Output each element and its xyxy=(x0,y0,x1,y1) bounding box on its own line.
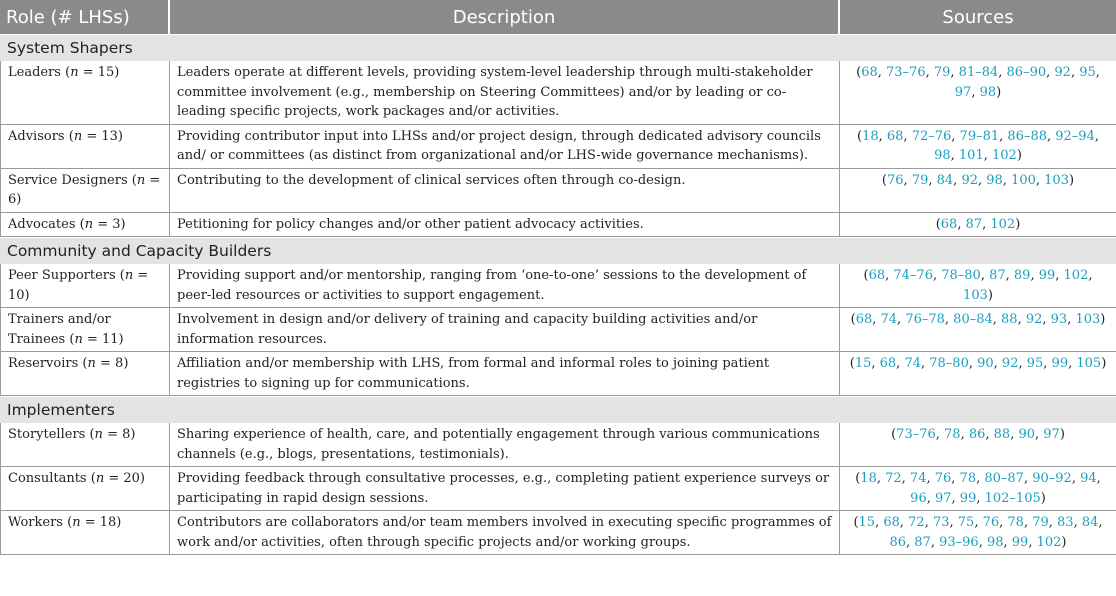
role-count: = 20 xyxy=(108,471,140,486)
reference-link[interactable]: 86 xyxy=(889,534,907,550)
reference-link[interactable]: 81–84 xyxy=(958,65,999,80)
group-title: Community and Capacity Builders xyxy=(0,237,1116,264)
role-name: Consultants xyxy=(8,471,87,486)
reference-link[interactable]: 103 xyxy=(1044,172,1069,188)
role-count: = 8 xyxy=(107,427,131,442)
reference-link[interactable]: 74–76 xyxy=(893,268,933,283)
reference-link[interactable]: 73–76 xyxy=(896,427,936,442)
reference-link[interactable]: 93 xyxy=(1050,312,1068,327)
header-sources: Sources xyxy=(840,0,1116,34)
reference-link[interactable]: 80–84 xyxy=(953,312,993,327)
reference-link[interactable]: 76 xyxy=(887,172,904,188)
reference-link[interactable]: 74 xyxy=(909,471,927,486)
reference-link[interactable]: 94 xyxy=(1080,471,1097,486)
sources-cell: (18, 72, 74, 76, 78, 80–87, 90–92, 94, 96, 97, 99, 102–105) xyxy=(840,467,1116,511)
reference-link[interactable]: 79 xyxy=(911,172,929,188)
reference-link[interactable]: 87 xyxy=(914,534,931,550)
reference-link[interactable]: 92 xyxy=(961,172,978,188)
role-count: = 15 xyxy=(82,65,115,80)
reference-link[interactable]: 89 xyxy=(1013,268,1031,283)
role-cell: Workers (n = 18) xyxy=(0,511,170,555)
sources-cell: (68, 74–76, 78–80, 87, 89, 99, 102, 103) xyxy=(840,264,1116,308)
role-name: Workers xyxy=(8,515,63,530)
reference-link[interactable]: 99 xyxy=(1011,534,1029,550)
header-description: Description xyxy=(170,0,840,34)
reference-link[interactable]: 103 xyxy=(1075,312,1101,327)
table-row xyxy=(0,61,1116,125)
group-title: Implementers xyxy=(0,396,1116,423)
reference-link[interactable]: 80–87 xyxy=(984,471,1024,486)
reference-link[interactable]: 79 xyxy=(1032,515,1049,530)
count-symbol: n xyxy=(136,172,146,188)
description-cell: Providing contributor input into LHSs and/or project design, through dedicated advisory councils and/ or committees (as distinct from organizational and/or LHS-wide governance mechanisms). xyxy=(170,125,840,169)
description-cell: Sharing experience of health, care, and potentially engagement through various communications channels (e.g., blogs, presentations, testimonials). xyxy=(170,423,840,467)
reference-link[interactable]: 79 xyxy=(933,65,951,80)
reference-link[interactable]: 18 xyxy=(860,471,877,486)
role-cell: Leaders (n = 15) xyxy=(0,61,170,125)
sources-cell: (76, 79, 84, 92, 98, 100, 103) xyxy=(840,169,1116,213)
reference-link[interactable]: 103 xyxy=(963,287,988,303)
group-header-row xyxy=(0,237,1116,264)
role-name: Reservoirs xyxy=(8,356,79,371)
description-cell: Providing feedback through consultative processes, e.g., completing patient experience surveys or participating in rapid design sessions. xyxy=(170,467,840,511)
reference-link[interactable]: 18 xyxy=(862,128,879,144)
role-name: Trainers and/or Trainees xyxy=(8,312,111,347)
role-name: Advisors xyxy=(8,128,65,144)
count-symbol: n xyxy=(84,216,94,232)
role-name: Peer Supporters xyxy=(8,268,116,283)
reference-link[interactable]: 72–76 xyxy=(911,128,952,144)
description-cell: Leaders operate at different levels, providing system-level leadership through multi-stakeholder committee involvement (e.g., membership on Steering Committees) and/or by leading or co-leading specific projects, work packages and/or activities. xyxy=(170,61,840,125)
table-row xyxy=(0,423,1116,467)
reference-link[interactable]: 98 xyxy=(934,148,951,163)
group-header-row xyxy=(0,34,1116,61)
reference-link[interactable]: 83 xyxy=(1057,515,1074,530)
reference-link[interactable]: 97 xyxy=(1043,427,1060,442)
role-cell: Advocates (n = 3) xyxy=(0,213,170,238)
reference-link[interactable]: 86–88 xyxy=(1007,128,1047,144)
table-body xyxy=(0,34,1116,555)
table-row xyxy=(0,467,1116,511)
reference-link[interactable]: 73–76 xyxy=(886,65,926,80)
reference-link[interactable]: 78 xyxy=(944,427,961,442)
role-name: Advocates xyxy=(8,216,76,232)
role-cell: Advisors (n = 13) xyxy=(0,125,170,169)
reference-link[interactable]: 78 xyxy=(1007,515,1024,530)
role-cell: Storytellers (n = 8) xyxy=(0,423,170,467)
reference-link[interactable]: 79–81 xyxy=(959,128,1000,144)
reference-link[interactable]: 97 xyxy=(954,84,972,100)
reference-link[interactable]: 68 xyxy=(940,216,958,232)
role-name: Leaders xyxy=(8,65,61,80)
role-count: = 18 xyxy=(84,515,117,530)
role-count: = 6 xyxy=(8,172,161,207)
description-cell: Affiliation and/or membership with LHS, from formal and informal roles to joining patient registries to signing up for communications. xyxy=(170,352,840,396)
role-count: = 13 xyxy=(86,128,118,144)
role-count: = 8 xyxy=(100,356,124,371)
reference-link[interactable]: 15 xyxy=(858,515,876,530)
reference-link[interactable]: 95 xyxy=(1026,356,1044,371)
role-name: Service Designers xyxy=(8,172,128,188)
reference-link[interactable]: 95 xyxy=(1079,65,1096,80)
reference-link[interactable]: 76 xyxy=(934,471,952,486)
table-row xyxy=(0,352,1116,396)
role-cell: Reservoirs (n = 8) xyxy=(0,352,170,396)
role-count: = 10 xyxy=(8,268,149,303)
reference-link[interactable]: 74 xyxy=(880,312,898,327)
description-cell: Contributors are collaborators and/or team members involved in executing specific programmes of work and/or activities, often through specific projects and/or working groups. xyxy=(170,511,840,555)
role-name: Storytellers xyxy=(8,427,86,442)
reference-link[interactable]: 74 xyxy=(904,356,921,371)
count-symbol: n xyxy=(95,471,105,486)
reference-link[interactable]: 75 xyxy=(957,515,975,530)
reference-link[interactable]: 93–96 xyxy=(939,534,979,550)
reference-link[interactable]: 87 xyxy=(965,216,983,232)
count-symbol: n xyxy=(74,331,83,347)
role-cell: Trainers and/or Trainees (n = 11) xyxy=(0,308,170,352)
reference-link[interactable]: 99 xyxy=(1051,356,1069,371)
table-row xyxy=(0,511,1116,555)
reference-link[interactable]: 68 xyxy=(886,128,904,144)
reference-link[interactable]: 78–80 xyxy=(929,356,969,371)
reference-link[interactable]: 76–78 xyxy=(905,312,945,327)
reference-link[interactable]: 87 xyxy=(989,268,1006,283)
reference-link[interactable]: 102 xyxy=(1063,268,1089,283)
table-row xyxy=(0,125,1116,169)
sources-cell: (68, 73–76, 79, 81–84, 86–90, 92, 95, 97, 98) xyxy=(840,61,1116,125)
reference-link[interactable]: 102 xyxy=(1036,534,1062,550)
sources-cell: (68, 74, 76–78, 80–84, 88, 92, 93, 103) xyxy=(840,308,1116,352)
reference-link[interactable]: 90 xyxy=(1018,427,1036,442)
reference-link[interactable]: 68 xyxy=(861,65,878,80)
header-role: Role (# LHSs) xyxy=(0,0,170,34)
count-symbol: n xyxy=(94,427,103,442)
role-cell: Peer Supporters (n = 10) xyxy=(0,264,170,308)
reference-link[interactable]: 15 xyxy=(854,356,872,371)
sources-cell: (68, 87, 102) xyxy=(840,213,1116,238)
reference-link[interactable]: 86 xyxy=(968,427,986,442)
reference-link[interactable]: 98 xyxy=(986,534,1004,550)
table-row xyxy=(0,169,1116,213)
reference-link[interactable]: 68 xyxy=(855,312,873,327)
reference-link[interactable]: 90–92 xyxy=(1032,471,1072,486)
reference-link[interactable]: 102 xyxy=(990,216,1016,232)
role-cell: Consultants (n = 20) xyxy=(0,467,170,511)
role-count: = 11 xyxy=(86,331,119,347)
sources-cell: (15, 68, 72, 73, 75, 76, 78, 79, 83, 84, 86, 87, 93–96, 98, 99, 102) xyxy=(840,511,1116,555)
reference-link[interactable]: 90 xyxy=(977,356,994,371)
reference-link[interactable]: 72 xyxy=(885,471,902,486)
reference-link[interactable]: 98 xyxy=(979,84,997,100)
reference-link[interactable]: 76 xyxy=(982,515,1000,530)
reference-link[interactable]: 88 xyxy=(993,427,1011,442)
group-header-row xyxy=(0,396,1116,423)
reference-link[interactable]: 84 xyxy=(936,172,954,188)
reference-link[interactable]: 86–90 xyxy=(1006,65,1047,80)
reference-link[interactable]: 73 xyxy=(932,515,950,530)
count-symbol: n xyxy=(87,356,96,371)
description-cell: Contributing to the development of clinical services often through co-design. xyxy=(170,169,840,213)
reference-link[interactable]: 98 xyxy=(986,172,1003,188)
reference-link[interactable]: 92 xyxy=(1025,312,1043,327)
reference-link[interactable]: 101 xyxy=(958,148,984,163)
reference-link[interactable]: 105 xyxy=(1076,356,1102,371)
group-title: System Shapers xyxy=(0,34,1116,61)
table-row xyxy=(0,264,1116,308)
reference-link[interactable]: 84 xyxy=(1081,515,1099,530)
reference-link[interactable]: 72 xyxy=(908,515,925,530)
reference-link[interactable]: 102 xyxy=(992,148,1017,163)
reference-link[interactable]: 92–94 xyxy=(1055,128,1095,144)
reference-link[interactable]: 102–105 xyxy=(984,490,1041,506)
table-row xyxy=(0,213,1116,238)
header-row xyxy=(0,0,1116,34)
reference-link[interactable]: 68 xyxy=(883,515,900,530)
reference-link[interactable]: 92 xyxy=(1054,65,1071,80)
count-symbol: n xyxy=(124,268,134,283)
role-cell: Service Designers (n = 6) xyxy=(0,169,170,213)
count-symbol: n xyxy=(70,65,79,80)
reference-link[interactable]: 100 xyxy=(1011,172,1036,188)
reference-link[interactable]: 96 xyxy=(910,490,927,506)
description-cell: Providing support and/or mentorship, ranging from ‘one-to-one’ sessions to the development of peer-led resources or activities to support engagement. xyxy=(170,264,840,308)
description-cell: Petitioning for policy changes and/or other patient advocacy activities. xyxy=(170,213,840,238)
sources-cell: (15, 68, 74, 78–80, 90, 92, 95, 99, 105) xyxy=(840,352,1116,396)
reference-link[interactable]: 68 xyxy=(879,356,897,371)
role-count: = 3 xyxy=(97,216,121,232)
sources-cell: (18, 68, 72–76, 79–81, 86–88, 92–94, 98, 101, 102) xyxy=(840,125,1116,169)
reference-link[interactable]: 68 xyxy=(868,268,886,283)
reference-link[interactable]: 88 xyxy=(1001,312,1018,327)
table-row xyxy=(0,308,1116,352)
reference-link[interactable]: 97 xyxy=(934,490,952,506)
description-cell: Involvement in design and/or delivery of training and capacity building activities and/or information resources. xyxy=(170,308,840,352)
sources-cell: (73–76, 78, 86, 88, 90, 97) xyxy=(840,423,1116,467)
count-symbol: n xyxy=(72,515,81,530)
count-symbol: n xyxy=(73,128,83,144)
reference-link[interactable]: 78 xyxy=(959,471,977,486)
reference-link[interactable]: 99 xyxy=(1038,268,1056,283)
reference-link[interactable]: 78–80 xyxy=(941,268,981,283)
reference-link[interactable]: 99 xyxy=(959,490,977,506)
reference-link[interactable]: 92 xyxy=(1001,356,1019,371)
